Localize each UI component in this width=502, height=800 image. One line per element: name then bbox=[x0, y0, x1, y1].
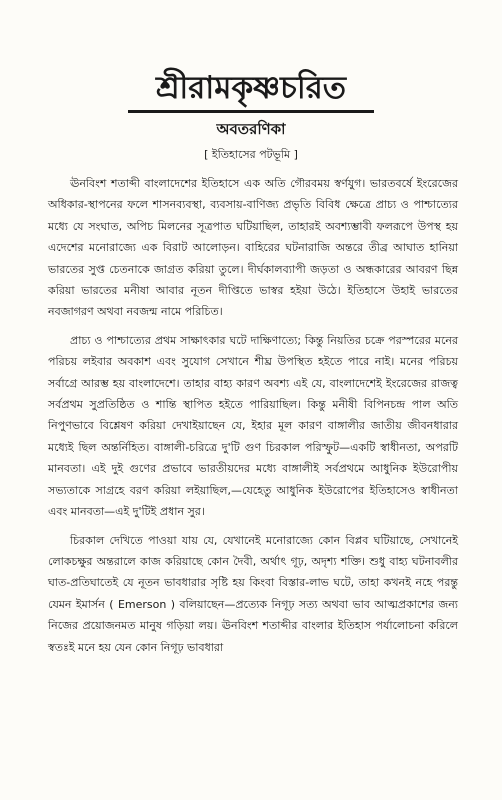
page-title: শ্রীরামকৃষ্ণচরিত bbox=[155, 70, 347, 106]
section-subheading: [ ইতিহাসের পটভূমি ] bbox=[204, 148, 298, 161]
paragraph: প্রাচ্য ও পাশ্চাত্যের প্রথম সাক্ষাৎকার ঘটে দাক্ষিণাত্যে; কিন্তু নিয়তির চক্রে পরস্পরের মনের পরিচয় লইবার অবকাশ এবং সুযোগ সেখানে শীঘ্র উপস্থিত হইতে পারে নাই। মনের পরিচয় সর্বাগ্রে আরম্ভ হয় বাংলাদেশে। তাহার বাহ্য কারণ অবশ্য এই যে, বাংলাদেশেই ইংরেজের রাজত্ব সর্বপ্রথম সুপ্রতিষ্ঠিত ও শান্তি স্থাপিত হইতে পারিয়াছিল। কিন্তু মনীষী বিপিনচন্দ্র পাল অতি নিপুণভাবে বিশ্লেষণ করিয়া দেখাইয়াছেন যে, ইহার মূল কারণ বাঙ্গালীর জাতীয় জীবনধারার মধ্যেই ছিল অন্তর্নিহিত। বাঙ্গালী-চরিত্রে দু'টি গুণ চিরকাল পরিস্ফুট—একটি স্বাধীনতা, অপরটি মানবতা। এই দুই গুণের প্রভাবে ভারতীয়দের মধ্যে বাঙ্গালীই সর্বপ্রথমে আধুনিক ইউরোপীয় সভ্যতাকে সাগ্রহে বরণ করিয়া লইয়াছিল,—যেহেতু আধুনিক ইউরোপের ইতিহাসেও স্বাধীনতা এবং মানবতা—এই দু'টিই প্রধান সুর। bbox=[48, 333, 458, 519]
chapter-subtitle: অবতরণিকা bbox=[216, 120, 286, 138]
paragraph: চিরকাল দেখিতে পাওয়া যায় যে, যেখানেই মনোরাজ্যে কোন বিপ্লব ঘটিয়াছে, সেখানেই লোকচক্ষুর অন্তরালে কাজ করিয়াছে কোন দৈবী, অর্থাৎ গূঢ়, অদৃশ্য শক্তি। শুধু বাহ্য ঘটনাবলীর ঘাত-প্রতিঘাতেই যে নূতন ভাবধারার সৃষ্টি হয় কিংবা বিস্তার-লাভ ঘটে, তাহা কখনই নহে পরন্তু যেমন ইমার্সন ( Emerson ) বলিয়াছেন—প্রত্যেক নিগূঢ় সত্য অথবা ভাব আত্মপ্রকাশের জন্য নিজের প্রয়োজনমত মানুষ গড়িয়া লয়। ঊনবিংশ শতাব্দীর বাংলার ইতিহাস পর্যালোচনা করিলে স্বতঃই মনে হয় যেন কোন নিগূঢ় ভাবধারা bbox=[48, 533, 458, 654]
title-underline bbox=[128, 110, 374, 113]
paragraph: ঊনবিংশ শতাব্দী বাংলাদেশের ইতিহাসে এক অতি গৌরবময় স্বর্ণযুগ। ভারতবর্ষে ইংরেজের অধিকার-স্থাপনের ফলে শাসনব্যবস্থা, ব্যবসায়-বাণিজ্য প্রভৃতি বিবিধ ক্ষেত্রে প্রাচ্য ও পাশ্চাত্যের মধ্যে যে সংঘাত, অপিচ মিলনের সূত্রপাত ঘটিয়াছিল, তাহারই অবশ্যম্ভাবী ফলরূপে উপস্থ হয় এদেশের মনোরাজ্যে এক বিরাট আলোড়ন। বাহিরের ঘটনারাজি অন্তরে তীব্র আঘাত হানিয়া ভারতের সুপ্ত চেতনাকে জাগ্রত করিয়া তুলে। দীর্ঘকালব্যাপী জড়তা ও অন্ধকারের আবরণ ছিন্ন করিয়া ভারতের মনীষা আবার নূতন দীপ্তিতে ভাস্বর হইয়া উঠে। ইতিহাসে উহাই ভারতের নবজাগরণ অথবা নবজন্ম নামে পরিচিত। bbox=[48, 177, 458, 319]
body-text bbox=[48, 173, 458, 665]
